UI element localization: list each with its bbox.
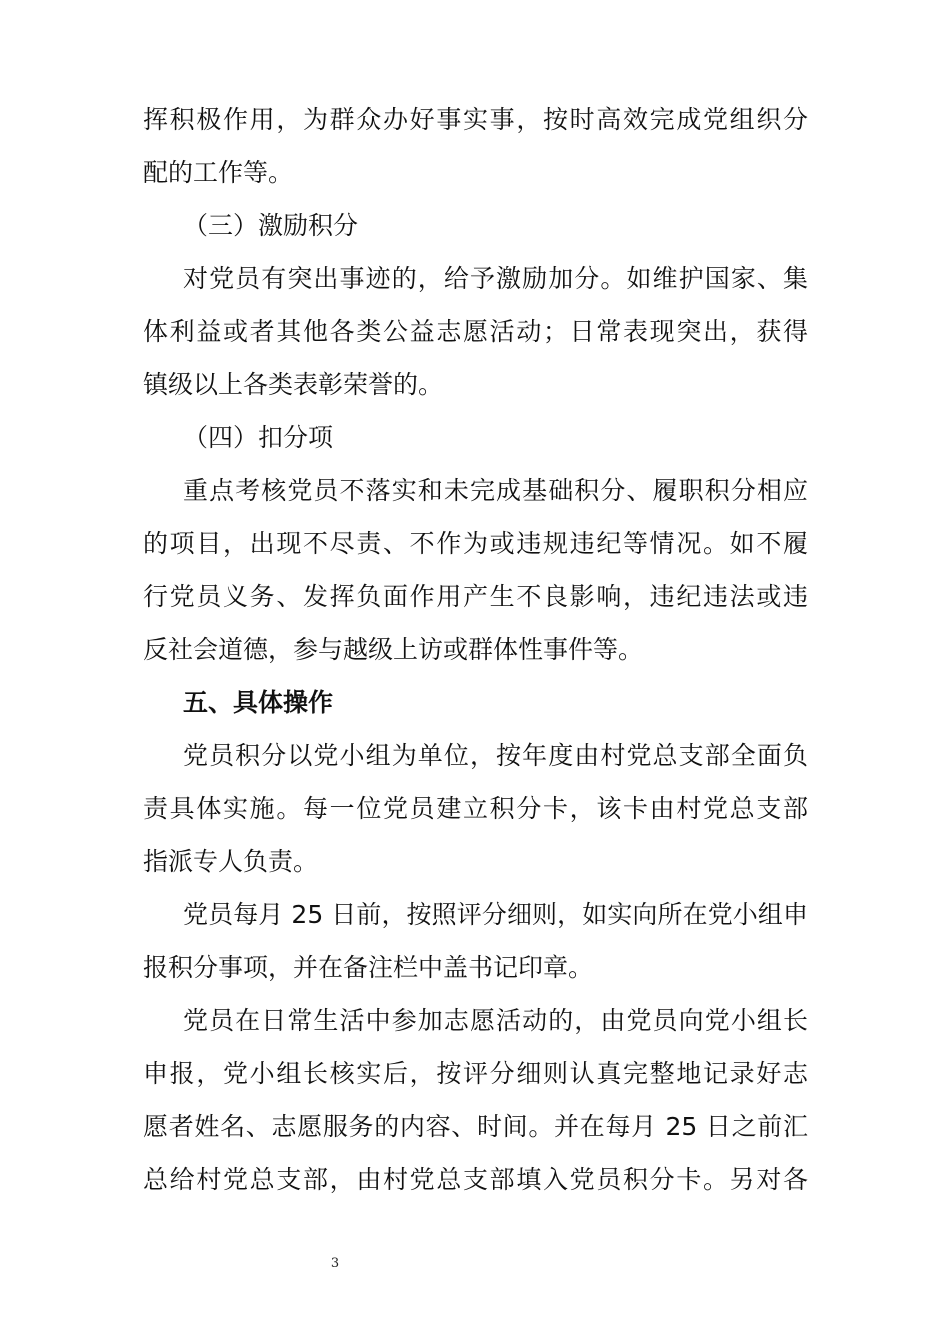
section-heading: 五、具体操作 <box>183 688 334 717</box>
subsection-heading: （四）扣分项 <box>183 423 334 452</box>
body-text-line: 行党员义务、发挥负面作用产生不良影响，违纪违法或违 <box>143 582 808 611</box>
body-text-line: 总给村党总支部，由村党总支部填入党员积分卡。另对各 <box>143 1165 808 1194</box>
body-text-line: 党员每月 25 日前，按照评分细则，如实向所在党小组申 <box>183 900 808 929</box>
body-text-line: 对党员有突出事迹的，给予激励加分。如维护国家、集 <box>183 264 808 293</box>
body-text-line: 配的工作等。 <box>143 158 294 187</box>
body-text-line: 报积分事项，并在备注栏中盖书记印章。 <box>143 953 594 982</box>
body-text-line: 党员积分以党小组为单位，按年度由村党总支部全面负 <box>183 741 808 770</box>
body-text-line: 指派专人负责。 <box>143 847 319 876</box>
body-text-line: 挥积极作用，为群众办好事实事，按时高效完成党组织分 <box>143 105 808 134</box>
page-number: 3 <box>330 1256 340 1271</box>
body-text-line: 反社会道德，参与越级上访或群体性事件等。 <box>143 635 644 664</box>
body-text-line: 的项目，出现不尽责、不作为或违规违纪等情况。如不履 <box>143 529 808 558</box>
body-text-line: 申报，党小组长核实后，按评分细则认真完整地记录好志 <box>143 1059 808 1088</box>
body-text-line: 党员在日常生活中参加志愿活动的，由党员向党小组长 <box>183 1006 808 1035</box>
body-text-line: 体利益或者其他各类公益志愿活动；日常表现突出，获得 <box>143 317 808 346</box>
subsection-heading: （三）激励积分 <box>183 211 359 240</box>
body-text-line: 愿者姓名、志愿服务的内容、时间。并在每月 25 日之前汇 <box>143 1112 808 1141</box>
body-text-line: 镇级以上各类表彰荣誉的。 <box>143 370 444 399</box>
body-text-line: 重点考核党员不落实和未完成基础积分、履职积分相应 <box>183 476 808 505</box>
body-text-line: 责具体实施。每一位党员建立积分卡，该卡由村党总支部 <box>143 794 808 823</box>
